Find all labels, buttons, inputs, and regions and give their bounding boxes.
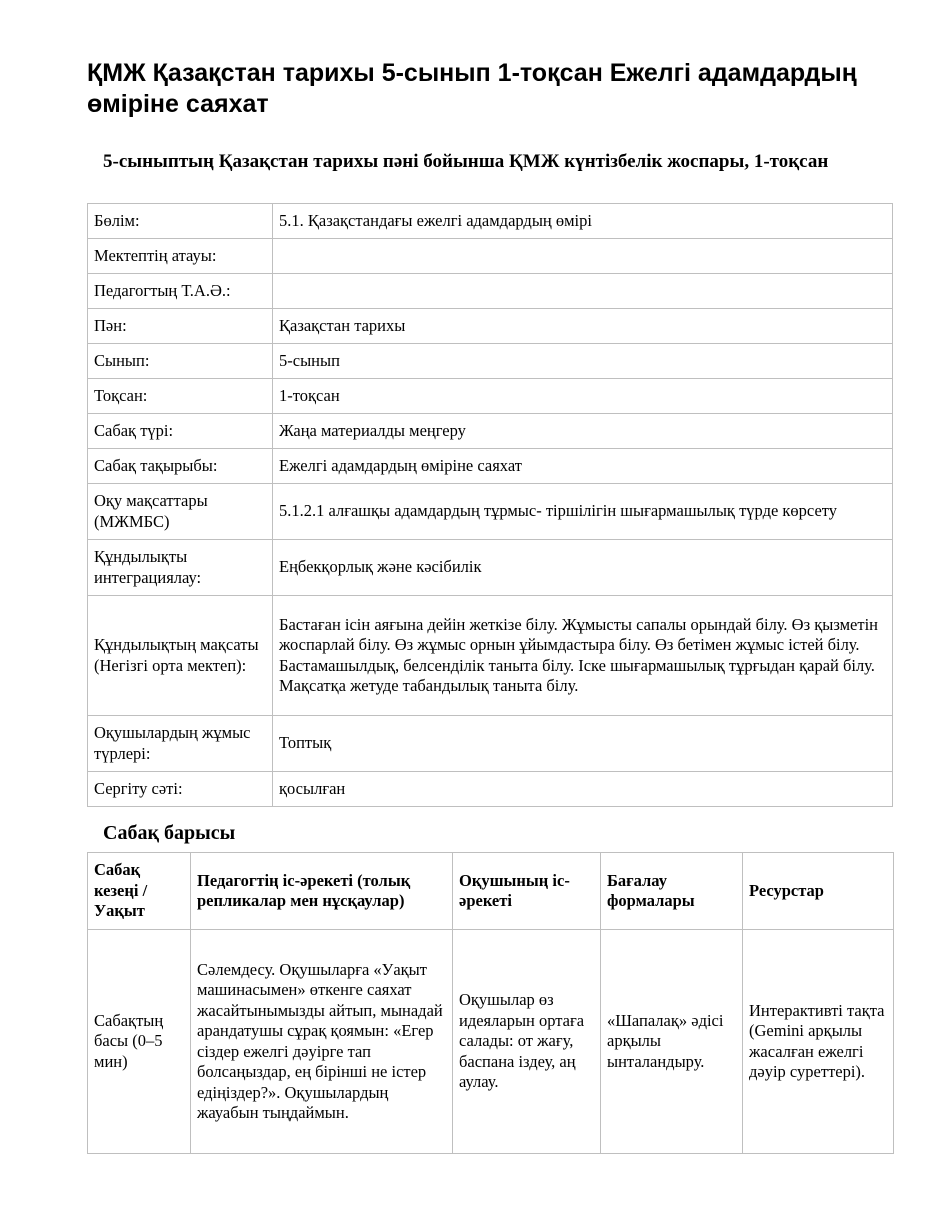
row-label-value-goal: Құндылықтың мақсаты (Негізгі орта мектеп): xyxy=(88,596,273,716)
cell-resources: Интерактивті тақта (Gemini арқылы жасалған ежелгі дәуір суреттері). xyxy=(743,930,894,1154)
row-value-teacher xyxy=(273,274,893,309)
row-value-subject: Қазақстан тарихы xyxy=(273,309,893,344)
column-header-assessment: Бағалау формалары xyxy=(601,853,743,930)
table-row xyxy=(88,772,893,807)
cell-teacher-activity: Сәлемдесу. Оқушыларға «Уақыт машинасымен» өткенге саяхат жасайтынымызды айтып, мынадай арандатушы сұрақ қоямын: «Егер сіздер ежелгі дәуірге тап болсаңыздар, ең бірінші не істер едіңіздер?». Оқушылардың жауабын тыңдаймын. xyxy=(191,930,453,1154)
row-label-subject: Пән: xyxy=(88,309,273,344)
column-header-teacher-activity: Педагогтің іс-әрекеті (толық репликалар мен нұсқаулар) xyxy=(191,853,453,930)
row-label-teacher: Педагогтың Т.А.Ә.: xyxy=(88,274,273,309)
row-value-lesson-type: Жаңа материалды меңгеру xyxy=(273,414,893,449)
row-label-value-integration: Құндылықты интеграциялау: xyxy=(88,540,273,596)
lesson-info-table xyxy=(87,203,893,807)
row-value-school xyxy=(273,239,893,274)
column-header-student-activity: Оқушының іс-әрекеті xyxy=(453,853,601,930)
table-row xyxy=(88,449,893,484)
table-row xyxy=(88,309,893,344)
table-row xyxy=(88,344,893,379)
row-label-lesson-topic: Сабақ тақырыбы: xyxy=(88,449,273,484)
row-label-school: Мектептің атауы: xyxy=(88,239,273,274)
row-label-lesson-type: Сабақ түрі: xyxy=(88,414,273,449)
table-row xyxy=(88,274,893,309)
row-value-value-integration: Еңбекқорлық және кәсібилік xyxy=(273,540,893,596)
row-value-lesson-topic: Ежелгі адамдардың өміріне саяхат xyxy=(273,449,893,484)
plan-subtitle: 5-сыныптың Қазақстан тарихы пәні бойынша ҚМЖ күнтізбелік жоспары, 1-тоқсан xyxy=(103,151,829,172)
column-header-stage: Сабақ кезеңі / Уақыт xyxy=(88,853,191,930)
lesson-progress-heading: Сабақ барысы xyxy=(103,822,236,844)
row-label-grade: Сынып: xyxy=(88,344,273,379)
cell-student-activity: Оқушылар өз идеяларын ортаға салады: от жағу, баспана іздеу, аң аулау. xyxy=(453,930,601,1154)
table-row xyxy=(88,716,893,772)
column-header-resources: Ресурстар xyxy=(743,853,894,930)
row-label-section: Бөлім: xyxy=(88,204,273,239)
row-label-break: Сергіту сәті: xyxy=(88,772,273,807)
table-row xyxy=(88,484,893,540)
row-value-section: 5.1. Қазақстандағы ежелгі адамдардың өмірі xyxy=(273,204,893,239)
cell-assessment: «Шапалақ» әдісі арқылы ынталандыру. xyxy=(601,930,743,1154)
row-value-value-goal: Бастаған ісін аяғына дейін жеткізе білу. Жұмысты сапалы орындай білу. Өз қызметін жоспарлай білу. Өз жұмыс орнын ұйымдастыра білу. Өз бетімен жұмыс істей білу. Бастамашылдық, белсенділік таныта білу. Іске шығармашылық тұрғыдан қарай білу. Мақсатқа жетуде табандылық таныта білу. xyxy=(273,596,893,716)
row-value-break: қосылған xyxy=(273,772,893,807)
cell-stage: Сабақтың басы (0–5 мин) xyxy=(88,930,191,1154)
row-value-grade: 5-сынып xyxy=(273,344,893,379)
table-row xyxy=(88,930,894,1154)
row-label-objectives: Оқу мақсаттары (МЖМБС) xyxy=(88,484,273,540)
table-row xyxy=(88,239,893,274)
table-row xyxy=(88,379,893,414)
table-row xyxy=(88,204,893,239)
row-label-quarter: Тоқсан: xyxy=(88,379,273,414)
row-label-work-types: Оқушылардың жұмыс түрлері: xyxy=(88,716,273,772)
row-value-objectives: 5.1.2.1 алғашқы адамдардың тұрмыс- тіршілігін шығармашылық түрде көрсету xyxy=(273,484,893,540)
table-header-row xyxy=(88,853,894,930)
row-value-work-types: Топтық xyxy=(273,716,893,772)
row-value-quarter: 1-тоқсан xyxy=(273,379,893,414)
page-title: ҚМЖ Қазақстан тарихы 5-сынып 1-тоқсан Ежелгі адамдардың өміріне саяхат xyxy=(87,59,857,118)
table-row xyxy=(88,414,893,449)
table-row xyxy=(88,596,893,716)
lesson-progress-table xyxy=(87,852,894,1154)
table-row xyxy=(88,540,893,596)
